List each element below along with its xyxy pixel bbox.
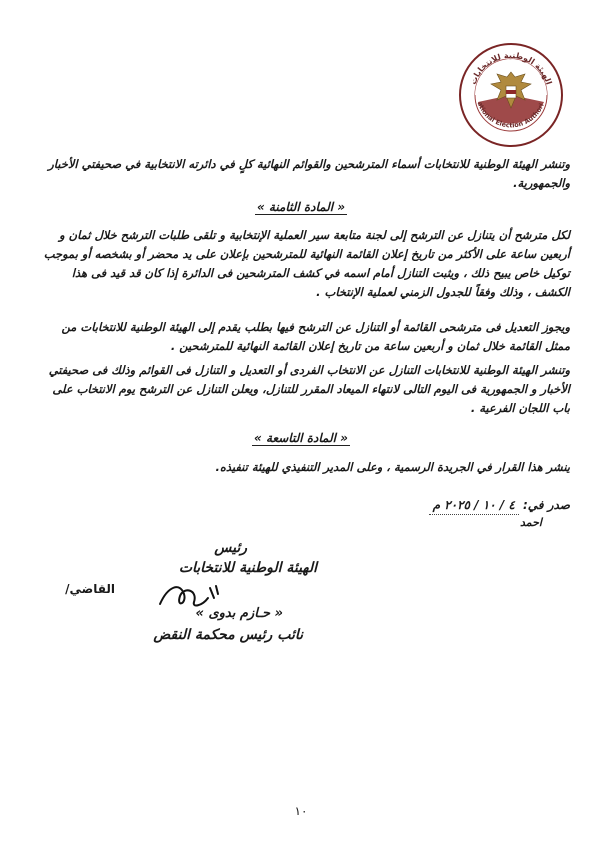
article-8-heading (0, 200, 602, 214)
seal-arabic-text: الهيئة الوطنية للانتخابات (468, 50, 554, 86)
issue-weekday: احمد (520, 516, 542, 529)
national-election-authority-seal (458, 42, 564, 148)
article-9-paragraph: ينشر هذا القرار في الجريدة الرسمية ، وعلى المدير التنفيذي للهيئة تنفيذه. (215, 460, 570, 474)
article-8-paragraph-3: وتنشر الهيئة الوطنية للانتخابات التنازل عن الانتخاب الفردى أو التعديل و التنازل فى القوائم وذلك فى صحيفتي الأخبار و الجمهورية فى اليوم التالى لانتهاء الميعاد المقرر للتنازل، ويعلن التنازل عن الترشح يوم الانتخاب على باب اللجان الفرعية . (48, 363, 570, 415)
page-number: ١٠ (294, 804, 308, 818)
signatory-name: « حـازم بدوى » (195, 606, 283, 621)
article-8-heading-text: « المادة الثامنة » (256, 200, 346, 214)
signatory-position: نائب رئيس محكمة النقض (153, 627, 303, 643)
issue-date: ٤ / ١٠ / ٢٠٢٥ م (429, 496, 519, 515)
intro-paragraph: وتنشر الهيئة الوطنية للانتخابات أسماء المترشحين والقوائم النهائية كلٍ في دائرته الانتخابية في صحيفتي الأخبار والجمهورية. (48, 157, 570, 190)
judge-label: القاضي/ (65, 582, 115, 596)
signatory-organization: الهيئة الوطنية للانتخابات (178, 560, 317, 576)
signatory-title: رئيس (214, 540, 247, 556)
article-9-heading-text: « المادة التاسعة » (254, 431, 348, 445)
article-8-paragraph-2: ويجوز التعديل فى مترشحى القائمة أو التنازل عن الترشح فيها بطلب يقدم إلى الهيئة الوطنية للانتخابات من ممثل القائمة خلال ثمان و أربعين ساعة من تاريخ إعلان القائمة النهائية للمترشحين . (61, 320, 570, 353)
issued-label: صدر في: (523, 498, 570, 512)
eagle-emblem-icon (458, 42, 564, 148)
article-9-heading (0, 431, 602, 445)
issue-date-line (360, 496, 570, 515)
article-8-paragraph-1: لكل مترشح أن يتنازل عن الترشح إلى لجنة متابعة سير العملية الإنتخابية و تلقى طلبات الترشح خلال ثمان و أربعين ساعة على الأكثر من تاريخ إعلان القائمة النهائية للمترشحين بإعلان على يد محضر أو بشخصه أو بموجب توكيل خاص يبيح ذلك ، ويثبت التنازل أمام اسمه في كشف المترشحين فى الدائرة إذا كان قد قيد فى هذا الكشف ، وذلك وفقاً للجدول الزمني لعملية الإنتخاب . (43, 228, 570, 299)
seal-english-text: ational Election Authori (475, 100, 546, 130)
